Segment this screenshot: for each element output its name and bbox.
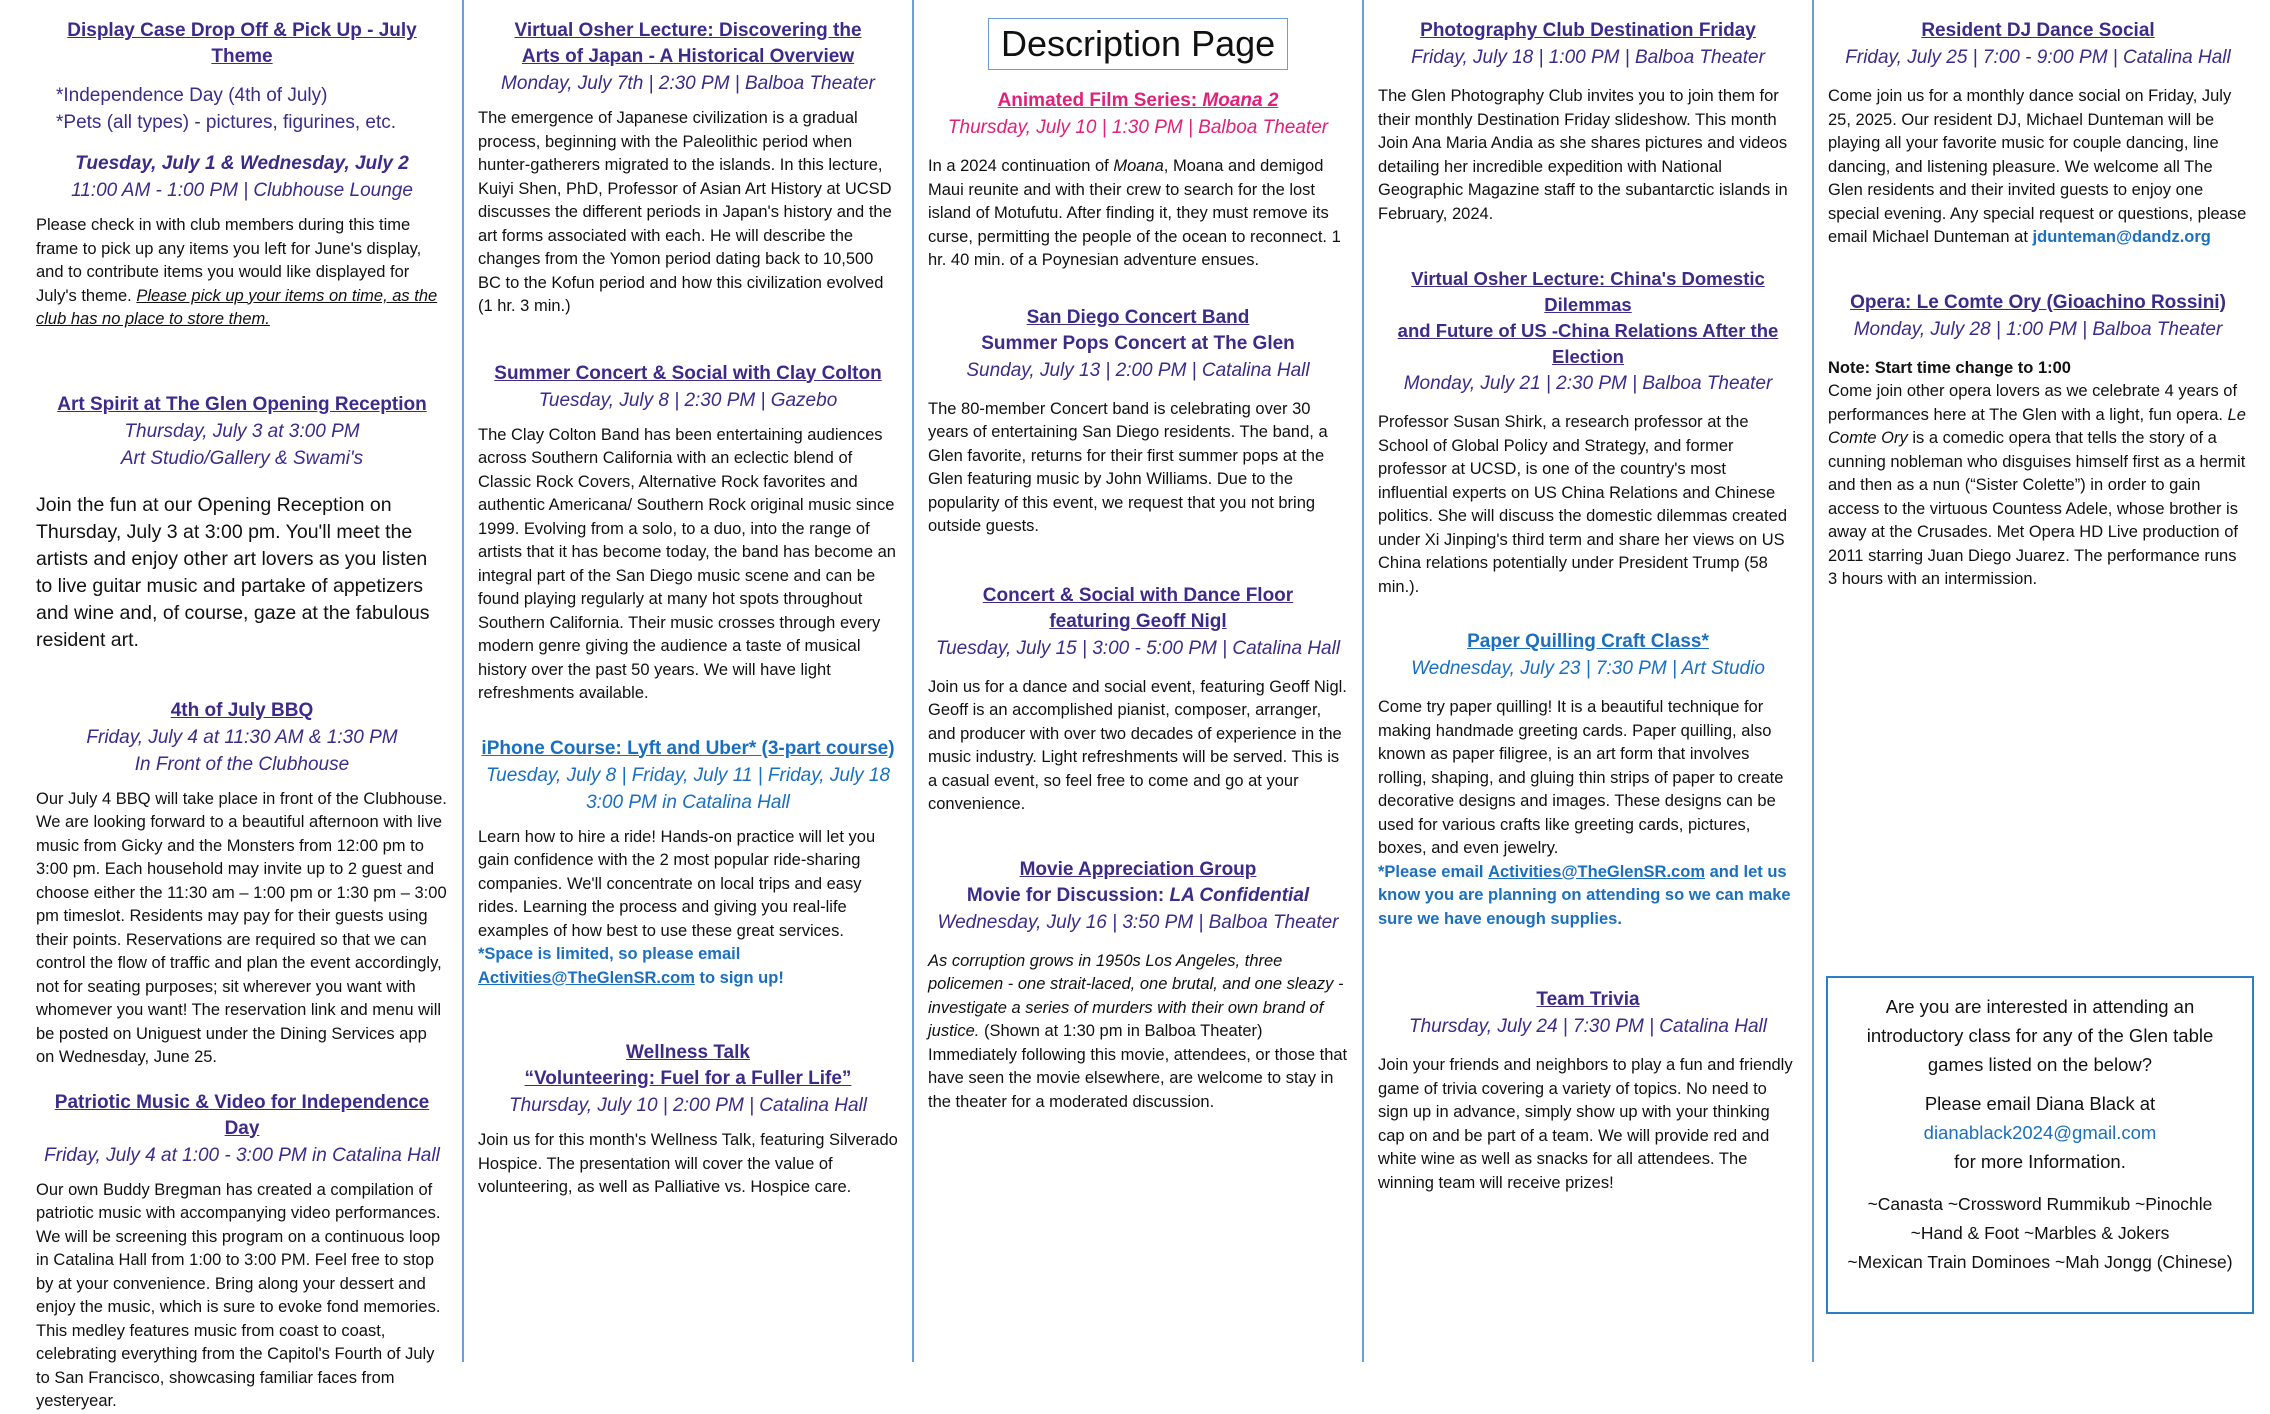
body-text: Come join other opera lovers as we celebrate 4 years of performances here at The Glen with a light, fun opera. [1828,382,2238,424]
event-body [928,155,1348,273]
event-date: Thursday, July 10 | 1:30 PM | Balboa Theater [947,117,1329,138]
signup-note: *Space is limited, so please email [478,945,741,963]
event-body: The Clay Colton Band has been entertaining audiences across Southern California with an eclectic blend of Classic Rock Covers, Alternative Rock favorites and authentic Americana/ Southern Rock original music since 1999. Evolving from a solo, to a duo, into the range of artists that it has become today, the band has become an integral part of the San Diego music scene and can be found playing regularly at many hot spots throughout Southern California. Their music crosses through every modern genre giving the audience a taste of musical history over the past 50 years. We will have light refreshments available. [478,425,896,702]
event-clay-colton [478,361,898,706]
title-film: Moana 2 [1202,90,1279,111]
event-photography-club [1378,18,1798,226]
list-item: *Independence Day (4th of July) [56,85,328,106]
infobox-more-info: for more Information. [1954,1151,2126,1172]
note-text-end: and let us know you are planning on attending so we can make sure we have enough supplies. [1378,862,1791,928]
event-title [928,88,1348,114]
event-geoff-nigl [928,583,1348,817]
event-date: Tuesday, July 15 | 3:00 - 5:00 PM | Catalina Hall [935,637,1341,659]
event-patriotic-music [36,1090,448,1414]
time-change-note: Note: Start time change to 1:00 [1828,358,2071,377]
event-title-line1: Movie Appreciation Group [1019,858,1257,880]
event-title-line2: Arts of Japan - A Historical Overview [521,46,855,67]
column-1 [22,0,462,1410]
event-date: Tuesday, July 8 | Friday, July 11 | Friday, July 18 [485,764,891,786]
event-dj-dance [1828,18,2248,250]
event-date: Monday, July 7th | 2:30 PM | Balboa Theater [501,73,875,94]
event-title: Paper Quilling Craft Class* [1467,631,1709,652]
event-display-case [36,18,448,332]
event-iphone-course [478,736,898,991]
event-title-line1: Wellness Talk [626,1042,750,1063]
event-date: Friday, July 18 | 1:00 PM | Balboa Theater [1411,47,1765,68]
event-body [1828,85,2248,250]
event-body: The emergence of Japanese civilization is a gradual process, beginning with the Paleolithic period when hunter-gatherers migrated to the islands. In this lecture, Kuiyi Shen, PhD, Professor of Asian Art History at UCSD discusses the different periods in Japan's history and the art forms associated with each. He will describe the changes from the Yomon period dating back to 10,500 BC to the Kofun period and how this civilization evolved (1 hr. 3 min.) [478,109,892,315]
infobox-contact: Please email Diana Black at [1924,1093,2156,1114]
event-title-line1: Virtual Osher Lecture: China's Domestic Dilemmas [1411,268,1765,315]
event-title-line2 [928,883,1348,909]
event-date: Thursday, July 10 | 2:00 PM | Catalina Hall [508,1095,867,1116]
event-body: Join us for this month's Wellness Talk, featuring Silverado Hospice. The presentation will cover the value of volunteering, as well as Palliative vs. Hospice care. [478,1131,898,1196]
column-2 [462,0,912,1362]
event-title-line2: featuring Geoff Nigl [1049,610,1227,632]
table-games-infobox [1826,976,2254,1314]
event-date: Tuesday, July 1 & Wednesday, July 2 [75,153,409,174]
body-text: In a 2024 continuation of [928,157,1109,175]
event-title: Photography Club Destination Friday [1420,20,1756,41]
event-title: Art Spirit at The Glen Opening Reception [57,393,427,415]
event-moana [928,88,1348,273]
games-line: ~Hand & Foot ~Marbles & Jokers [1910,1223,2170,1243]
event-osher-japan [478,18,898,319]
event-bbq [36,698,448,1070]
theme-list [36,82,448,136]
event-concert-band [928,305,1348,539]
event-paper-quilling [1378,629,1798,931]
event-date: Monday, July 28 | 1:00 PM | Balboa Theater [1853,318,2223,340]
opera-name: Le Comte Ory [1828,405,2246,447]
event-body: Our July 4 BBQ will take place in front of the Clubhouse. We are looking forward to a beautiful afternoon with live music from Gicky and the Monsters from 12:00 pm to 3:00 pm. Each household may invite up to 2 guest and choose either the 11:30 am – 1:00 pm or 1:30 pm – 3:00 pm timeslot. Residents may pay for their guests using their points. Reservations are required so that we can control the flow of traffic and plan the event accordingly, not for seating purposes; sit wherever you want with whomever you want! The reservation link and menu will be posted on Uniguest under the Dining Services app on Wednesday, June 25. [36,789,447,1066]
infobox-question: Are you are interested in attending an introductory class for any of the Glen table games listed on the below? [1866,996,2214,1075]
event-title-line1: San Diego Concert Band [1026,306,1250,328]
page-title: Description Page [988,18,1288,70]
event-art-spirit [36,392,448,654]
event-time: 11:00 AM - 1:00 PM | Clubhouse Lounge [71,180,413,201]
event-body [36,214,448,332]
event-date: Wednesday, July 16 | 3:50 PM | Balboa Theater [937,911,1339,933]
event-date: Friday, July 4 at 11:30 AM & 1:30 PM [86,726,398,748]
event-title-line2: and Future of US -China Relations After the Election [1397,320,1779,367]
body-film: Moana [1113,157,1164,175]
body-text: Learn how to hire a ride! Hands-on practice will let you gain confidence with the 2 most popular ride-sharing companies. We'll concentrate on local trips and easy rides. Learning the process and giving you real-life examples of how best to use these great services. [478,827,876,940]
event-team-trivia [1378,987,1798,1195]
event-title: 4th of July BBQ [170,699,314,721]
event-title-line1: Virtual Osher Lecture: Discovering the [514,20,862,41]
column-4 [1362,0,1812,1362]
event-body: Join us for a dance and social event, featuring Geoff Nigl. Geoff is an accomplished pianist, composer, arranger, and producer with over two decades of experience in the music industry. Light refreshments will be served. This is a casual event, so feel free to come and go at your convenience. [928,677,1347,813]
event-body: Come try paper quilling! It is a beautiful technique for making handmade greeting cards. Paper quilling, also known as paper filigree, is an art form that involves rolling, shaping, and gluing thin strips of paper to create decorative designs and images. These designs can be used for various crafts like greeting cards, pictures, boxes, and even jewelry. [1378,698,1784,857]
event-date: Thursday, July 24 | 7:30 PM | Catalina Hall [1408,1016,1767,1037]
diana-email-link[interactable]: dianablack2024@gmail.com [1923,1122,2157,1143]
event-title: iPhone Course: Lyft and Uber* (3-part course) [481,737,895,759]
event-body: Our own Buddy Bregman has created a compilation of patriotic music with accompanying video performances. We will be screening this program on a continuous loop in Catalina Hall from 1:00 to 3:00 PM. Feel free to stop by at your convenience. Bring along your dessert and enjoy the music, which is sure to evoke fond memories. This medley features music from coast to coast, celebrating everything from the Capitol's Fourth of July to San Francisco, showcasing familiar faces from yesteryear. [36,1180,441,1410]
event-note [1378,861,1798,932]
dj-email-link[interactable]: jdunteman@dandz.org [2032,228,2211,246]
event-date: Friday, July 4 at 1:00 - 3:00 PM in Catalina Hall [44,1144,440,1166]
body-text: Come join us for a monthly dance social on Friday, July 25, 2025. Our resident DJ, Michael Dunteman will be playing all your favorite music for couple dancing, line dancing, and listening pleasure. We welcome all The Glen residents and their invited guests to enjoy one special evening. Any special request or questions, please email Michael Dunteman at [1828,87,2247,246]
event-body: Join the fun at our Opening Reception on Thursday, July 3 at 3:00 pm. You'll meet the artists and enjoy other art lovers as you listen to live guitar music and partake of appetizers and wine and, of course, gaze at the fabulous resident art. [36,493,430,651]
event-body: The Glen Photography Club invites you to join them for their monthly Destination Friday slideshow. This month Join Ana Maria Andia as she shares pictures and videos detailing her incredible expedition with National Geographic Magazine staff to the subantarctic islands in February, 2024. [1378,87,1788,223]
games-line: ~Mexican Train Dominoes ~Mah Jongg (Chinese) [1847,1252,2233,1272]
title-text: Movie for Discussion: [966,884,1165,906]
event-opera [1828,290,2248,592]
note-text: *Please email [1378,862,1484,881]
event-title: Summer Concert & Social with Clay Colton [494,362,882,384]
event-body [478,826,898,991]
games-line: ~Canasta ~Crossword Rummikub ~Pinochle [1867,1194,2213,1214]
event-date: Wednesday, July 23 | 7:30 PM | Art Studio [1411,658,1765,679]
body-text-end: , Moana and demigod Maui reunite and with their crew to search for the lost island of Motufutu. After finding it, they must remove its curse, permitting the people of the ocean to reconnect. 1 hr. 40 min. of a Poynesian adventure ensues. [928,157,1341,269]
event-title: Opera: Le Comte Ory (Gioachino Rossini) [1850,291,2226,313]
event-osher-china [1378,266,1798,599]
event-title-line1: Concert & Social with Dance Floor [982,584,1294,606]
event-time: 3:00 PM in Catalina Hall [586,791,790,813]
event-body [928,950,1348,1115]
event-movie-group [928,857,1348,1115]
event-location: In Front of the Clubhouse [134,753,350,775]
signup-note-end: to sign up! [699,968,784,987]
list-item: *Pets (all types) - pictures, figurines, etc. [56,112,397,133]
body-emphasis: Please pick up your items on time, as the club has no place to store them. [36,286,438,328]
event-date: Tuesday, July 8 | 2:30 PM | Gazebo [538,389,838,411]
games-list [1838,1190,2242,1277]
event-wellness-talk [478,1040,898,1200]
event-title-line2: Summer Pops Concert at The Glen [981,332,1295,354]
body-text-end: is a comedic opera that tells the story of a cunning nobleman who disguises himself first as a hermit and then as a nun (“Sister Colette”) in order to gain access to the virtuous Countess Adele, whose brother is away at the Crusades. Met Opera HD Live production of 2011 starring Juan Diego Juarez. The performance runs 3 hours with an intermission. [1828,429,2246,588]
event-body: Professor Susan Shirk, a research professor at the School of Global Policy and Strategy, and former professor at UCSD, is one of the country's most influential experts on US China Relations and Chinese politics. She will discuss the domestic dilemmas created under Xi Jinping's third term and share her views on US China relations potentially under President Trump (58 min.). [1378,413,1787,596]
body-text: (Shown at 1:30 pm in Balboa Theater) Immediately following this movie, attendees, or those that have seen the movie elsewhere, are welcome to stay in the theater for a moderated discussion. [928,1022,1348,1111]
event-location: Art Studio/Gallery & Swami's [120,447,364,469]
activities-email-link[interactable]: Activities@TheGlenSR.com [1488,862,1705,881]
column-3 [912,0,1362,1362]
event-title-line2: “Volunteering: Fuel for a Fuller Life” [524,1068,852,1089]
event-body [1828,357,2248,592]
activities-email-link[interactable]: Activities@TheGlenSR.com [478,968,695,987]
event-date: Sunday, July 13 | 2:00 PM | Catalina Hall [966,359,1310,381]
film-synopsis: As corruption grows in 1950s Los Angeles, three policemen - one strait-laced, one brutal, and one sleazy - investigate a series of murders with their own brand of justice. [928,951,1344,1040]
event-body: Join your friends and neighbors to play a fun and friendly game of trivia covering a variety of topics. No need to sign up in advance, simply show up with your thinking cap on and be part of a team. We will provide red and white wine as well as snacks for all attendees. The winning team will receive prizes! [1378,1056,1793,1192]
event-date: Monday, July 21 | 2:30 PM | Balboa Theater [1403,373,1773,394]
event-date: Friday, July 25 | 7:00 - 9:00 PM | Catalina Hall [1845,47,2231,68]
event-date: Thursday, July 3 at 3:00 PM [124,420,360,442]
event-title: Patriotic Music & Video for Independence Day [54,1091,430,1139]
event-body: The 80-member Concert band is celebrating over 30 years of entertaining San Diego residents. The band, a Glen favorite, returns for their first summer pops at the Glen featuring music by John Williams. Due to the popularity of this event, we request that you not bring outside guests. [928,399,1328,535]
event-title: Resident DJ Dance Social [1921,20,2155,41]
event-title: Team Trivia [1536,989,1640,1010]
title-text: Animated Film Series: [997,90,1198,111]
body-text: Please check in with club members during this time frame to pick up any items you left for June's display, and to contribute items you would like displayed for July's theme. [36,216,422,305]
title-film: LA Confidential [1169,884,1310,906]
event-title: Display Case Drop Off & Pick Up - July Theme [67,20,417,67]
